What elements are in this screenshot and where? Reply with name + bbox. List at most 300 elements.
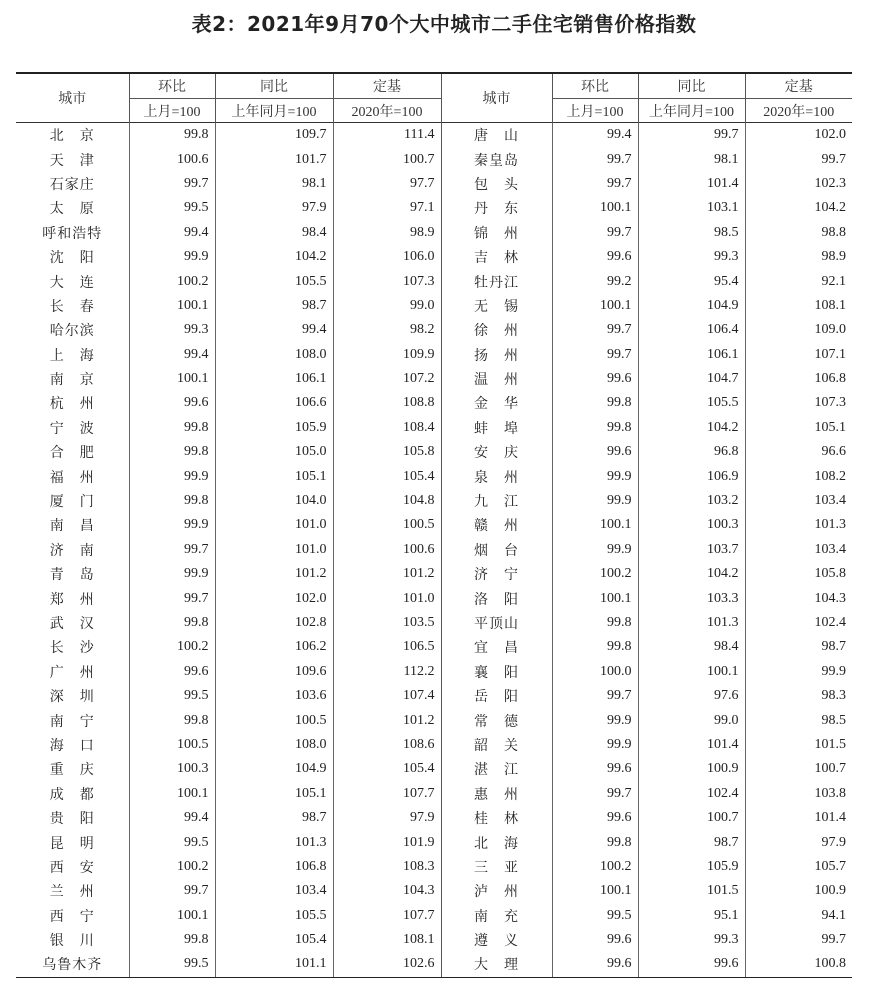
right-base-cell: 109.0 bbox=[745, 318, 852, 342]
right-base-cell: 101.3 bbox=[745, 513, 852, 537]
right-city-cell: 包 头 bbox=[441, 172, 552, 196]
left-yoy-cell: 101.0 bbox=[215, 513, 333, 537]
right-yoy-cell: 104.7 bbox=[638, 367, 745, 391]
right-yoy-cell: 100.3 bbox=[638, 513, 745, 537]
page-title: 表2：2021年9月70个大中城市二手住宅销售价格指数 bbox=[191, 12, 697, 36]
right-mom-cell: 99.7 bbox=[552, 221, 638, 245]
right-mom-cell: 100.1 bbox=[552, 879, 638, 903]
left-yoy-cell: 103.6 bbox=[215, 684, 333, 708]
right-base-cell: 97.9 bbox=[745, 830, 852, 854]
left-yoy-cell: 105.4 bbox=[215, 928, 333, 952]
table-row bbox=[16, 733, 852, 757]
base-header: 定基 bbox=[333, 73, 441, 99]
right-yoy-cell: 100.7 bbox=[638, 806, 745, 830]
right-yoy-cell: 95.4 bbox=[638, 269, 745, 293]
left-yoy-cell: 100.5 bbox=[215, 708, 333, 732]
city-header-right: 城市 bbox=[441, 73, 552, 123]
right-yoy-cell: 102.4 bbox=[638, 782, 745, 806]
left-base-cell: 101.2 bbox=[333, 708, 441, 732]
left-city-cell: 宁 波 bbox=[49, 420, 95, 437]
right-city-cell: 牡丹江 bbox=[441, 269, 552, 293]
left-city-cell: 福 州 bbox=[49, 469, 95, 486]
header-row bbox=[16, 73, 852, 99]
right-city-cell: 扬 州 bbox=[441, 343, 552, 367]
left-mom-cell: 99.8 bbox=[129, 928, 215, 952]
right-base-cell: 99.9 bbox=[745, 660, 852, 684]
left-city-cell: 乌鲁木齐 bbox=[16, 952, 129, 977]
table-row bbox=[16, 538, 852, 562]
left-city-cell: 西 宁 bbox=[49, 908, 95, 925]
left-mom-cell: 100.6 bbox=[129, 147, 215, 171]
right-yoy-cell: 105.9 bbox=[638, 855, 745, 879]
right-mom-cell: 99.9 bbox=[552, 464, 638, 488]
left-base-cell: 111.4 bbox=[333, 123, 441, 148]
left-yoy-cell: 98.4 bbox=[215, 221, 333, 245]
right-base-cell: 103.4 bbox=[745, 489, 852, 513]
left-mom-cell: 99.8 bbox=[129, 611, 215, 635]
left-mom-cell: 99.5 bbox=[129, 196, 215, 220]
right-base-cell: 103.8 bbox=[745, 782, 852, 806]
left-yoy-cell: 109.6 bbox=[215, 660, 333, 684]
right-base-cell: 104.3 bbox=[745, 586, 852, 610]
table-row bbox=[16, 855, 852, 879]
left-mom-cell: 99.9 bbox=[129, 562, 215, 586]
subheader-row bbox=[16, 99, 852, 123]
left-mom-cell: 99.7 bbox=[129, 538, 215, 562]
left-base-cell: 102.6 bbox=[333, 952, 441, 977]
table-row bbox=[16, 952, 852, 977]
right-city-cell: 泉 州 bbox=[441, 464, 552, 488]
right-city-cell: 吉 林 bbox=[441, 245, 552, 269]
right-mom-cell: 100.0 bbox=[552, 660, 638, 684]
left-city-cell: 哈尔滨 bbox=[49, 323, 95, 340]
right-yoy-cell: 99.6 bbox=[638, 952, 745, 977]
left-city-cell: 杭 州 bbox=[49, 396, 95, 413]
right-base-cell: 92.1 bbox=[745, 269, 852, 293]
right-base-cell: 99.7 bbox=[745, 928, 852, 952]
right-city-cell: 温 州 bbox=[441, 367, 552, 391]
mom-header: 环比 bbox=[129, 73, 215, 99]
right-base-cell: 107.1 bbox=[745, 343, 852, 367]
right-base-cell: 108.1 bbox=[745, 294, 852, 318]
right-yoy-cell: 99.3 bbox=[638, 245, 745, 269]
base-header-right: 定基 bbox=[745, 73, 852, 99]
right-city-cell: 大 理 bbox=[441, 952, 552, 977]
left-mom-cell: 100.1 bbox=[129, 782, 215, 806]
left-base-cell: 109.9 bbox=[333, 343, 441, 367]
right-base-cell: 98.3 bbox=[745, 684, 852, 708]
mom-header-right: 环比 bbox=[552, 73, 638, 99]
right-yoy-cell: 95.1 bbox=[638, 904, 745, 928]
right-base-cell: 100.9 bbox=[745, 879, 852, 903]
right-mom-cell: 100.1 bbox=[552, 196, 638, 220]
left-city-cell: 呼和浩特 bbox=[42, 225, 103, 242]
right-city-cell: 平顶山 bbox=[441, 611, 552, 635]
table-row bbox=[16, 757, 852, 781]
right-base-cell: 101.4 bbox=[745, 806, 852, 830]
right-mom-cell: 99.4 bbox=[552, 123, 638, 148]
right-base-cell: 102.3 bbox=[745, 172, 852, 196]
right-yoy-cell: 100.9 bbox=[638, 757, 745, 781]
right-mom-cell: 99.9 bbox=[552, 489, 638, 513]
table-row bbox=[16, 586, 852, 610]
left-yoy-cell: 105.1 bbox=[215, 464, 333, 488]
left-city-cell: 银 川 bbox=[49, 933, 95, 950]
right-base-cell: 94.1 bbox=[745, 904, 852, 928]
left-base-cell: 101.2 bbox=[333, 562, 441, 586]
left-yoy-cell: 108.0 bbox=[215, 343, 333, 367]
table-row bbox=[16, 391, 852, 415]
left-city-cell: 南 宁 bbox=[49, 713, 95, 730]
left-base-cell: 106.5 bbox=[333, 635, 441, 659]
left-yoy-cell: 98.1 bbox=[215, 172, 333, 196]
right-city-cell: 韶 关 bbox=[441, 733, 552, 757]
right-city-cell: 丹 东 bbox=[441, 196, 552, 220]
right-yoy-cell: 106.9 bbox=[638, 464, 745, 488]
left-mom-cell: 99.9 bbox=[129, 464, 215, 488]
right-city-cell: 湛 江 bbox=[441, 757, 552, 781]
right-city-cell: 徐 州 bbox=[441, 318, 552, 342]
right-yoy-cell: 99.0 bbox=[638, 708, 745, 732]
mom-subheader: 上月=100 bbox=[129, 99, 215, 123]
left-yoy-cell: 99.4 bbox=[215, 318, 333, 342]
left-base-cell: 108.4 bbox=[333, 416, 441, 440]
right-yoy-cell: 106.4 bbox=[638, 318, 745, 342]
right-yoy-cell: 103.3 bbox=[638, 586, 745, 610]
right-yoy-cell: 101.5 bbox=[638, 879, 745, 903]
right-city-cell: 惠 州 bbox=[441, 782, 552, 806]
right-city-cell: 桂 林 bbox=[441, 806, 552, 830]
right-city-cell: 岳 阳 bbox=[441, 684, 552, 708]
right-mom-cell: 99.6 bbox=[552, 757, 638, 781]
left-city-cell: 昆 明 bbox=[49, 835, 95, 852]
right-city-cell: 蚌 埠 bbox=[441, 416, 552, 440]
left-mom-cell: 100.1 bbox=[129, 367, 215, 391]
right-mom-cell: 99.6 bbox=[552, 245, 638, 269]
table-row bbox=[16, 708, 852, 732]
base-subheader: 2020年=100 bbox=[333, 99, 441, 123]
table-row bbox=[16, 928, 852, 952]
right-city-cell: 常 德 bbox=[441, 708, 552, 732]
table-row bbox=[16, 245, 852, 269]
left-yoy-cell: 101.0 bbox=[215, 538, 333, 562]
table-row bbox=[16, 806, 852, 830]
right-mom-cell: 99.6 bbox=[552, 928, 638, 952]
table-row bbox=[16, 269, 852, 293]
left-base-cell: 107.3 bbox=[333, 269, 441, 293]
right-mom-cell: 99.7 bbox=[552, 782, 638, 806]
left-city-cell: 武 汉 bbox=[49, 616, 95, 632]
table-row bbox=[16, 489, 852, 513]
table-row bbox=[16, 416, 852, 440]
left-mom-cell: 99.8 bbox=[129, 708, 215, 732]
right-mom-cell: 99.8 bbox=[552, 830, 638, 854]
right-yoy-cell: 104.2 bbox=[638, 416, 745, 440]
left-city-cell: 西 安 bbox=[49, 859, 95, 876]
left-base-cell: 98.2 bbox=[333, 318, 441, 342]
right-mom-cell: 99.8 bbox=[552, 611, 638, 635]
table-row bbox=[16, 684, 852, 708]
table-row bbox=[16, 172, 852, 196]
left-base-cell: 108.8 bbox=[333, 391, 441, 415]
left-yoy-cell: 106.6 bbox=[215, 391, 333, 415]
base-subheader-right: 2020年=100 bbox=[745, 99, 852, 123]
table-row bbox=[16, 294, 852, 318]
right-city-cell: 襄 阳 bbox=[441, 660, 552, 684]
table-row bbox=[16, 318, 852, 342]
left-yoy-cell: 102.0 bbox=[215, 586, 333, 610]
left-city-cell: 重 庆 bbox=[49, 762, 95, 779]
right-city-cell: 洛 阳 bbox=[441, 586, 552, 610]
left-base-cell: 101.0 bbox=[333, 586, 441, 610]
left-base-cell: 107.2 bbox=[333, 367, 441, 391]
yoy-header-right: 同比 bbox=[638, 73, 745, 99]
right-base-cell: 105.8 bbox=[745, 562, 852, 586]
left-city-cell: 合 肥 bbox=[49, 445, 95, 462]
right-yoy-cell: 98.5 bbox=[638, 221, 745, 245]
left-mom-cell: 99.7 bbox=[129, 172, 215, 196]
right-city-cell: 济 宁 bbox=[441, 562, 552, 586]
right-yoy-cell: 105.5 bbox=[638, 391, 745, 415]
table-row bbox=[16, 879, 852, 903]
right-base-cell: 100.8 bbox=[745, 952, 852, 977]
left-base-cell: 100.7 bbox=[333, 147, 441, 171]
left-base-cell: 105.8 bbox=[333, 440, 441, 464]
left-yoy-cell: 109.7 bbox=[215, 123, 333, 148]
right-yoy-cell: 101.4 bbox=[638, 172, 745, 196]
left-city-cell: 石家庄 bbox=[49, 176, 95, 193]
right-mom-cell: 99.6 bbox=[552, 952, 638, 977]
left-yoy-cell: 105.1 bbox=[215, 782, 333, 806]
left-city-cell: 长 沙 bbox=[49, 640, 95, 657]
right-city-cell: 秦皇岛 bbox=[441, 147, 552, 171]
right-base-cell: 101.5 bbox=[745, 733, 852, 757]
table-row bbox=[16, 343, 852, 367]
left-mom-cell: 99.7 bbox=[129, 879, 215, 903]
right-base-cell: 100.7 bbox=[745, 757, 852, 781]
right-base-cell: 98.8 bbox=[745, 221, 852, 245]
left-city-cell: 广 州 bbox=[49, 664, 95, 681]
left-yoy-cell: 106.2 bbox=[215, 635, 333, 659]
left-base-cell: 104.8 bbox=[333, 489, 441, 513]
left-yoy-cell: 105.9 bbox=[215, 416, 333, 440]
left-yoy-cell: 104.0 bbox=[215, 489, 333, 513]
right-city-cell: 锦 州 bbox=[441, 221, 552, 245]
yoy-subheader: 上年同月=100 bbox=[215, 99, 333, 123]
right-base-cell: 99.7 bbox=[745, 147, 852, 171]
left-mom-cell: 99.8 bbox=[129, 123, 215, 148]
left-mom-cell: 99.8 bbox=[129, 489, 215, 513]
left-city-cell: 济 南 bbox=[49, 542, 95, 559]
left-base-cell: 108.3 bbox=[333, 855, 441, 879]
right-mom-cell: 99.8 bbox=[552, 391, 638, 415]
left-city-cell: 南 京 bbox=[49, 372, 95, 389]
left-mom-cell: 99.4 bbox=[129, 221, 215, 245]
left-yoy-cell: 101.3 bbox=[215, 830, 333, 854]
right-mom-cell: 99.7 bbox=[552, 172, 638, 196]
left-base-cell: 103.5 bbox=[333, 611, 441, 635]
table-row bbox=[16, 367, 852, 391]
left-base-cell: 101.9 bbox=[333, 830, 441, 854]
left-yoy-cell: 108.0 bbox=[215, 733, 333, 757]
right-base-cell: 108.2 bbox=[745, 464, 852, 488]
left-base-cell: 104.3 bbox=[333, 879, 441, 903]
right-mom-cell: 100.2 bbox=[552, 855, 638, 879]
right-mom-cell: 99.7 bbox=[552, 147, 638, 171]
right-city-cell: 烟 台 bbox=[441, 538, 552, 562]
left-base-cell: 108.6 bbox=[333, 733, 441, 757]
left-yoy-cell: 105.0 bbox=[215, 440, 333, 464]
table-row bbox=[16, 221, 852, 245]
left-yoy-cell: 98.7 bbox=[215, 294, 333, 318]
right-city-cell: 宜 昌 bbox=[441, 635, 552, 659]
left-mom-cell: 99.4 bbox=[129, 343, 215, 367]
table-row bbox=[16, 147, 852, 171]
right-base-cell: 106.8 bbox=[745, 367, 852, 391]
right-yoy-cell: 100.1 bbox=[638, 660, 745, 684]
left-base-cell: 97.9 bbox=[333, 806, 441, 830]
left-base-cell: 107.7 bbox=[333, 904, 441, 928]
left-mom-cell: 99.5 bbox=[129, 952, 215, 977]
right-mom-cell: 99.6 bbox=[552, 806, 638, 830]
right-city-cell: 北 海 bbox=[441, 830, 552, 854]
right-mom-cell: 99.8 bbox=[552, 635, 638, 659]
left-mom-cell: 99.8 bbox=[129, 440, 215, 464]
left-city-cell: 青 岛 bbox=[49, 567, 95, 584]
left-base-cell: 105.4 bbox=[333, 757, 441, 781]
left-mom-cell: 100.2 bbox=[129, 855, 215, 879]
left-yoy-cell: 106.1 bbox=[215, 367, 333, 391]
left-yoy-cell: 97.9 bbox=[215, 196, 333, 220]
left-yoy-cell: 98.7 bbox=[215, 806, 333, 830]
left-base-cell: 107.4 bbox=[333, 684, 441, 708]
left-city-cell: 郑 州 bbox=[49, 591, 95, 608]
city-header: 城市 bbox=[16, 73, 129, 123]
left-base-cell: 112.2 bbox=[333, 660, 441, 684]
right-yoy-cell: 106.1 bbox=[638, 343, 745, 367]
table-row bbox=[16, 904, 852, 928]
right-mom-cell: 99.7 bbox=[552, 343, 638, 367]
table-row bbox=[16, 123, 852, 148]
table-row bbox=[16, 513, 852, 537]
yoy-header: 同比 bbox=[215, 73, 333, 99]
left-base-cell: 106.0 bbox=[333, 245, 441, 269]
left-mom-cell: 100.3 bbox=[129, 757, 215, 781]
table-row bbox=[16, 440, 852, 464]
right-yoy-cell: 101.3 bbox=[638, 611, 745, 635]
right-mom-cell: 99.8 bbox=[552, 416, 638, 440]
left-mom-cell: 99.3 bbox=[129, 318, 215, 342]
right-mom-cell: 100.1 bbox=[552, 294, 638, 318]
table-row bbox=[16, 782, 852, 806]
right-city-cell: 金 华 bbox=[441, 391, 552, 415]
table-row bbox=[16, 635, 852, 659]
table-row bbox=[16, 660, 852, 684]
right-base-cell: 105.7 bbox=[745, 855, 852, 879]
left-yoy-cell: 106.8 bbox=[215, 855, 333, 879]
left-mom-cell: 99.6 bbox=[129, 660, 215, 684]
right-yoy-cell: 98.1 bbox=[638, 147, 745, 171]
left-city-cell: 南 昌 bbox=[49, 518, 95, 535]
left-yoy-cell: 104.2 bbox=[215, 245, 333, 269]
left-mom-cell: 100.1 bbox=[129, 294, 215, 318]
left-city-cell: 太 原 bbox=[49, 201, 95, 218]
right-mom-cell: 100.2 bbox=[552, 562, 638, 586]
left-mom-cell: 99.8 bbox=[129, 416, 215, 440]
left-mom-cell: 100.1 bbox=[129, 904, 215, 928]
left-base-cell: 99.0 bbox=[333, 294, 441, 318]
table-body bbox=[16, 123, 852, 978]
table-row bbox=[16, 611, 852, 635]
right-mom-cell: 99.7 bbox=[552, 684, 638, 708]
left-mom-cell: 99.9 bbox=[129, 513, 215, 537]
right-base-cell: 102.4 bbox=[745, 611, 852, 635]
right-city-cell: 遵 义 bbox=[441, 928, 552, 952]
left-city-cell: 深 圳 bbox=[49, 689, 95, 706]
right-base-cell: 98.9 bbox=[745, 245, 852, 269]
right-mom-cell: 99.5 bbox=[552, 904, 638, 928]
right-base-cell: 96.6 bbox=[745, 440, 852, 464]
left-base-cell: 97.7 bbox=[333, 172, 441, 196]
right-base-cell: 98.5 bbox=[745, 708, 852, 732]
left-yoy-cell: 105.5 bbox=[215, 269, 333, 293]
right-base-cell: 98.7 bbox=[745, 635, 852, 659]
left-base-cell: 100.6 bbox=[333, 538, 441, 562]
left-city-cell: 贵 阳 bbox=[49, 811, 95, 828]
left-base-cell: 97.1 bbox=[333, 196, 441, 220]
right-city-cell: 三 亚 bbox=[441, 855, 552, 879]
left-city-cell: 大 连 bbox=[49, 274, 95, 291]
mom-subheader-right: 上月=100 bbox=[552, 99, 638, 123]
table-row bbox=[16, 196, 852, 220]
left-city-cell: 厦 门 bbox=[49, 494, 95, 511]
left-city-cell: 成 都 bbox=[49, 786, 95, 803]
left-mom-cell: 99.5 bbox=[129, 684, 215, 708]
left-mom-cell: 99.9 bbox=[129, 245, 215, 269]
left-mom-cell: 100.5 bbox=[129, 733, 215, 757]
left-mom-cell: 99.4 bbox=[129, 806, 215, 830]
right-yoy-cell: 104.9 bbox=[638, 294, 745, 318]
right-base-cell: 102.0 bbox=[745, 123, 852, 148]
left-base-cell: 98.9 bbox=[333, 221, 441, 245]
right-yoy-cell: 104.2 bbox=[638, 562, 745, 586]
left-yoy-cell: 104.9 bbox=[215, 757, 333, 781]
left-base-cell: 108.1 bbox=[333, 928, 441, 952]
right-mom-cell: 99.7 bbox=[552, 318, 638, 342]
left-yoy-cell: 105.5 bbox=[215, 904, 333, 928]
table-row bbox=[16, 562, 852, 586]
left-base-cell: 100.5 bbox=[333, 513, 441, 537]
right-yoy-cell: 101.4 bbox=[638, 733, 745, 757]
right-mom-cell: 99.9 bbox=[552, 538, 638, 562]
price-index-table bbox=[16, 72, 852, 978]
left-mom-cell: 100.2 bbox=[129, 635, 215, 659]
right-yoy-cell: 99.3 bbox=[638, 928, 745, 952]
left-mom-cell: 99.5 bbox=[129, 830, 215, 854]
right-mom-cell: 100.1 bbox=[552, 586, 638, 610]
left-mom-cell: 100.2 bbox=[129, 269, 215, 293]
left-yoy-cell: 101.1 bbox=[215, 952, 333, 977]
left-city-cell: 兰 州 bbox=[49, 884, 95, 901]
right-yoy-cell: 97.6 bbox=[638, 684, 745, 708]
right-city-cell: 泸 州 bbox=[441, 879, 552, 903]
right-mom-cell: 99.6 bbox=[552, 367, 638, 391]
left-mom-cell: 99.6 bbox=[129, 391, 215, 415]
left-city-cell: 沈 阳 bbox=[49, 250, 95, 267]
left-yoy-cell: 102.8 bbox=[215, 611, 333, 635]
left-yoy-cell: 101.2 bbox=[215, 562, 333, 586]
right-city-cell: 赣 州 bbox=[441, 513, 552, 537]
